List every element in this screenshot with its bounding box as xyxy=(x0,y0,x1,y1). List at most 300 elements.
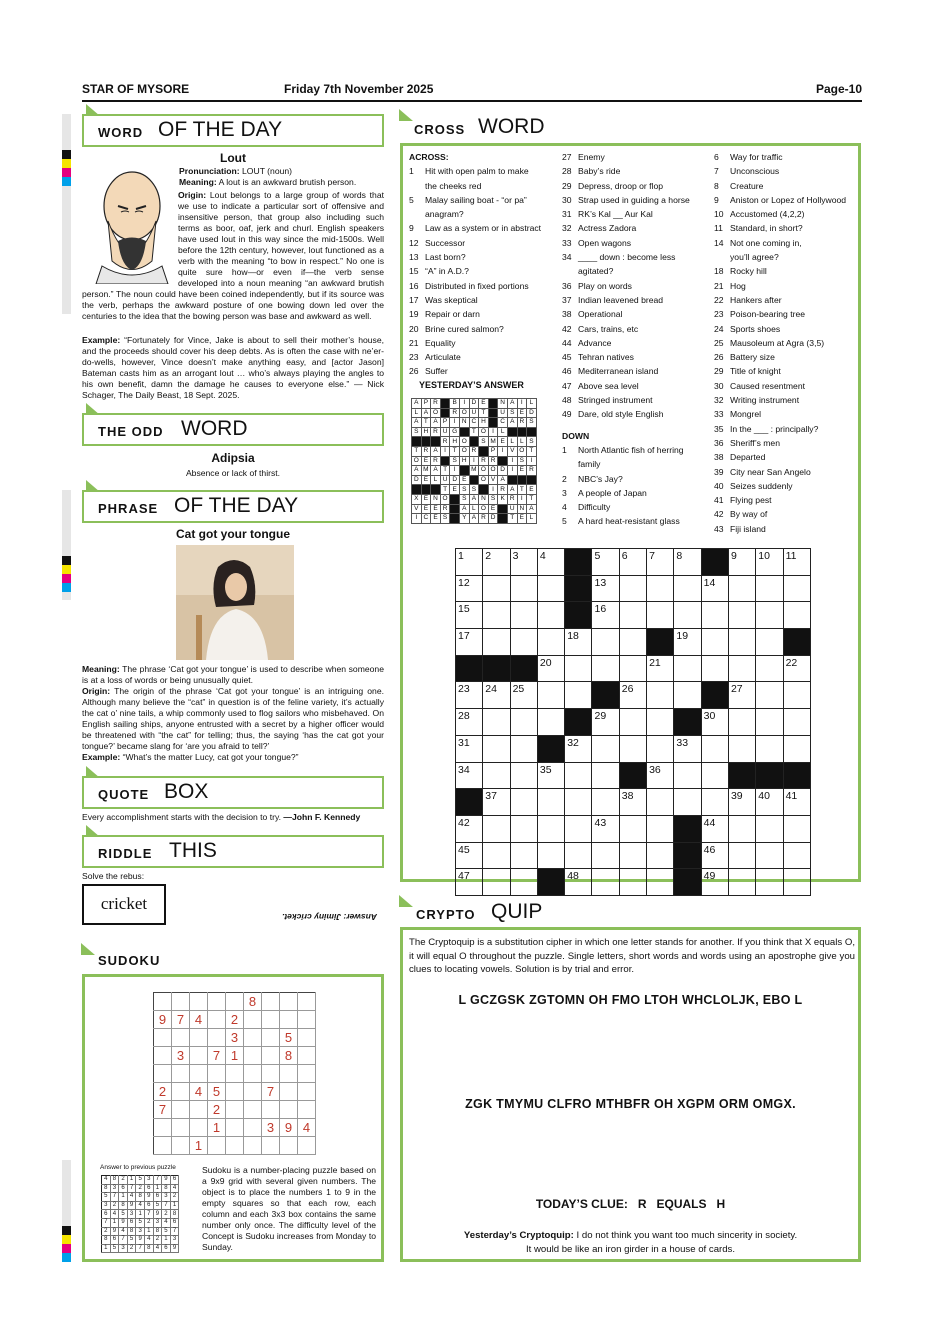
crossword-cell[interactable]: 26 xyxy=(619,682,646,709)
crossword-cell[interactable]: 8 xyxy=(674,549,701,576)
crossword-cell[interactable]: 13 xyxy=(592,575,619,602)
sudoku-cell[interactable] xyxy=(244,1101,262,1119)
clue-item: 45 Tehran natives xyxy=(562,352,634,363)
answer-letter: H xyxy=(479,418,489,428)
crossword-cell[interactable]: 25 xyxy=(510,682,537,709)
answer-letter: R xyxy=(431,456,441,466)
crossword-cell[interactable]: 14 xyxy=(701,575,728,602)
clue-item: 37 Indian leavened bread xyxy=(562,294,664,305)
crossword-cell[interactable] xyxy=(537,789,564,816)
crossword-cell[interactable]: 35 xyxy=(537,762,564,789)
crossword-cell[interactable] xyxy=(592,762,619,789)
answer-cell: 4 xyxy=(170,1184,179,1193)
crossword-cell[interactable] xyxy=(619,842,646,869)
crossword-cell[interactable] xyxy=(647,869,674,896)
sudoku-cell[interactable] xyxy=(298,1047,316,1065)
sudoku-cell[interactable]: 7 xyxy=(172,1011,190,1029)
sudoku-cell[interactable] xyxy=(154,1047,172,1065)
crossword-cell[interactable] xyxy=(537,629,564,656)
sudoku-cell[interactable]: 4 xyxy=(190,1011,208,1029)
sudoku-cell[interactable]: 7 xyxy=(208,1047,226,1065)
crossword-cell[interactable] xyxy=(783,575,810,602)
crossword-cell[interactable] xyxy=(647,575,674,602)
black-cell xyxy=(565,549,592,576)
crossword-cell[interactable]: 23 xyxy=(456,682,483,709)
crossword-cell[interactable]: 16 xyxy=(592,602,619,629)
answer-letter: R xyxy=(498,485,508,495)
clue-item: 12 Successor xyxy=(409,237,466,248)
answer-letter: D xyxy=(412,475,422,485)
crossword-cell[interactable] xyxy=(510,762,537,789)
answer-letter: L xyxy=(517,437,527,447)
crossword-cell[interactable] xyxy=(510,869,537,896)
clue-item: 20 Brine cured salmon? xyxy=(409,323,504,334)
crossword-cell[interactable] xyxy=(619,629,646,656)
crossword-cell[interactable] xyxy=(510,789,537,816)
crossword-cell[interactable] xyxy=(647,815,674,842)
crossword-cell[interactable]: 2 xyxy=(483,549,510,576)
sudoku-cell[interactable] xyxy=(244,1065,262,1083)
clue-item: 22 Hankers after xyxy=(714,294,782,305)
sudoku-cell[interactable] xyxy=(172,1029,190,1047)
crossword-cell[interactable] xyxy=(565,842,592,869)
sudoku-cell[interactable] xyxy=(190,1101,208,1119)
crossword-cell[interactable] xyxy=(756,682,783,709)
crossword-cell[interactable] xyxy=(674,602,701,629)
crossword-cell[interactable]: 33 xyxy=(674,735,701,762)
crossword-cell[interactable]: 22 xyxy=(783,655,810,682)
sudoku-cell[interactable] xyxy=(172,1101,190,1119)
crossword-cell[interactable] xyxy=(483,709,510,736)
crossword-cell[interactable] xyxy=(756,602,783,629)
crossword-cell[interactable]: 24 xyxy=(483,682,510,709)
crossword-cell[interactable] xyxy=(701,735,728,762)
crossword-cell[interactable]: 18 xyxy=(565,629,592,656)
crossword-cell[interactable]: 46 xyxy=(701,842,728,869)
crossword-cell[interactable] xyxy=(483,869,510,896)
sudoku-cell[interactable] xyxy=(154,1119,172,1137)
answer-cell: 9 xyxy=(127,1201,136,1210)
sudoku-cell[interactable]: 5 xyxy=(280,1029,298,1047)
crossword-cell[interactable] xyxy=(483,762,510,789)
answer-letter: S xyxy=(488,494,498,504)
crossword-cell[interactable] xyxy=(756,735,783,762)
crossword-cell[interactable] xyxy=(537,575,564,602)
sudoku-cell[interactable] xyxy=(244,1011,262,1029)
crossword-cell[interactable] xyxy=(483,602,510,629)
answer-letter: M xyxy=(469,466,479,476)
crossword-cell[interactable]: 43 xyxy=(592,815,619,842)
sudoku-cell[interactable] xyxy=(244,1137,262,1155)
sudoku-cell[interactable]: 5 xyxy=(208,1083,226,1101)
answer-cell: 8 xyxy=(136,1193,145,1202)
answer-letter xyxy=(507,427,517,437)
crossword-cell[interactable] xyxy=(592,735,619,762)
crossword-cell[interactable]: 29 xyxy=(592,709,619,736)
sudoku-cell[interactable] xyxy=(226,1119,244,1137)
crossword-cell[interactable] xyxy=(647,709,674,736)
sudoku-cell[interactable] xyxy=(262,1029,280,1047)
sudoku-cell[interactable]: 2 xyxy=(154,1083,172,1101)
crossword-cell[interactable] xyxy=(701,602,728,629)
crossword-cell[interactable] xyxy=(674,575,701,602)
sudoku-cell[interactable] xyxy=(244,1029,262,1047)
crossword-cell[interactable] xyxy=(510,709,537,736)
sudoku-cell[interactable] xyxy=(280,1101,298,1119)
answer-letter xyxy=(527,475,537,485)
answer-letter: L xyxy=(527,514,537,524)
clue-item: 6 Way for traffic xyxy=(714,152,783,162)
sudoku-cell[interactable]: 9 xyxy=(154,1011,172,1029)
crossword-cell[interactable]: 1 xyxy=(456,549,483,576)
crossword-cell[interactable] xyxy=(619,815,646,842)
sudoku-cell[interactable] xyxy=(262,1137,280,1155)
sudoku-cell[interactable] xyxy=(298,1065,316,1083)
sudoku-cell[interactable]: 8 xyxy=(244,993,262,1011)
crossword-cell[interactable] xyxy=(510,735,537,762)
crossword-cell[interactable]: 11 xyxy=(783,549,810,576)
answer-cell: 8 xyxy=(162,1184,171,1193)
clue-item: 30 Strap used in guiding a horse xyxy=(562,194,690,205)
sudoku-cell[interactable] xyxy=(226,1101,244,1119)
sudoku-cell[interactable] xyxy=(172,993,190,1011)
crossword-cell[interactable] xyxy=(756,629,783,656)
crossword-cell[interactable] xyxy=(756,709,783,736)
crossword-cell[interactable]: 32 xyxy=(565,735,592,762)
crossword-cell[interactable] xyxy=(674,762,701,789)
sudoku-cell[interactable] xyxy=(262,993,280,1011)
crossword-cell[interactable] xyxy=(728,842,755,869)
crossword-cell[interactable]: 4 xyxy=(537,549,564,576)
black-cell xyxy=(456,789,483,816)
crossword-cell[interactable] xyxy=(592,842,619,869)
sudoku-cell[interactable] xyxy=(208,1011,226,1029)
answer-letter: H xyxy=(421,427,431,437)
sudoku-cell[interactable]: 2 xyxy=(208,1101,226,1119)
answer-letter xyxy=(421,437,431,447)
sudoku-cell[interactable]: 1 xyxy=(208,1119,226,1137)
sudoku-cell[interactable] xyxy=(226,1137,244,1155)
sudoku-cell[interactable]: 1 xyxy=(190,1137,208,1155)
sudoku-cell[interactable] xyxy=(190,1029,208,1047)
sudoku-cell[interactable] xyxy=(298,1137,316,1155)
crossword-cell[interactable] xyxy=(537,815,564,842)
crossword-cell[interactable] xyxy=(565,815,592,842)
answer-letter: T xyxy=(440,485,450,495)
sudoku-cell[interactable] xyxy=(262,1101,280,1119)
crossword-cell[interactable] xyxy=(565,789,592,816)
crossword-cell[interactable]: 44 xyxy=(701,815,728,842)
answer-letter: C xyxy=(469,418,479,428)
crossword-cell[interactable] xyxy=(483,735,510,762)
crossword-cell[interactable]: 3 xyxy=(510,549,537,576)
sudoku-cell[interactable] xyxy=(244,1083,262,1101)
crossword-cell[interactable] xyxy=(537,602,564,629)
crossword-cell[interactable] xyxy=(592,869,619,896)
sudoku-cell[interactable]: 4 xyxy=(298,1119,316,1137)
crossword-cell[interactable] xyxy=(483,629,510,656)
crossword-cell[interactable] xyxy=(783,815,810,842)
answer-letter: A xyxy=(412,399,422,409)
answer-letter xyxy=(440,456,450,466)
crossword-cell[interactable]: 17 xyxy=(456,629,483,656)
crossword-cell[interactable] xyxy=(701,655,728,682)
crossword-cell[interactable] xyxy=(510,842,537,869)
black-cell xyxy=(456,655,483,682)
sudoku-cell[interactable] xyxy=(262,1011,280,1029)
crossword-cell[interactable]: 42 xyxy=(456,815,483,842)
answer-cell: 2 xyxy=(102,1227,111,1236)
answer-letter: S xyxy=(507,408,517,418)
answer-letter: L xyxy=(527,399,537,409)
crossword-cell[interactable] xyxy=(510,815,537,842)
sudoku-cell[interactable] xyxy=(208,1029,226,1047)
answer-letter: E xyxy=(421,504,431,514)
sudoku-cell[interactable] xyxy=(172,1065,190,1083)
crossword-cell[interactable] xyxy=(619,575,646,602)
answer-letter: I xyxy=(440,446,450,456)
crossword-cell[interactable] xyxy=(756,815,783,842)
crossword-cell[interactable]: 27 xyxy=(728,682,755,709)
answer-cell: 5 xyxy=(119,1210,128,1219)
riddle-rebus: cricket xyxy=(82,884,166,925)
crossword-cell[interactable]: 39 xyxy=(728,789,755,816)
sudoku-cell[interactable]: 7 xyxy=(262,1083,280,1101)
crossword-cell[interactable] xyxy=(728,602,755,629)
answer-letter: I xyxy=(450,418,460,428)
crossword-cell[interactable] xyxy=(483,815,510,842)
crossword-cell[interactable]: 49 xyxy=(701,869,728,896)
sudoku-cell[interactable] xyxy=(190,1047,208,1065)
sudoku-cell[interactable] xyxy=(172,1083,190,1101)
crossword-cell[interactable] xyxy=(619,869,646,896)
sudoku-cell[interactable] xyxy=(298,1029,316,1047)
sudoku-cell[interactable] xyxy=(190,1119,208,1137)
answer-cell: 3 xyxy=(119,1244,128,1253)
answer-letter xyxy=(498,456,508,466)
sudoku-cell[interactable] xyxy=(244,1119,262,1137)
sudoku-cell[interactable] xyxy=(154,1029,172,1047)
crossword-cell[interactable] xyxy=(647,682,674,709)
crossword-cell[interactable]: 21 xyxy=(647,655,674,682)
sudoku-cell[interactable] xyxy=(208,1065,226,1083)
crossword-cell[interactable] xyxy=(728,629,755,656)
crossword-cell[interactable] xyxy=(756,655,783,682)
answer-letter: L xyxy=(507,437,517,447)
quote-heading: QUOTE BOX xyxy=(82,776,384,809)
sudoku-cell[interactable]: 2 xyxy=(226,1011,244,1029)
sudoku-cell[interactable] xyxy=(172,1137,190,1155)
crossword-cell[interactable] xyxy=(701,789,728,816)
crossword-cell[interactable] xyxy=(510,629,537,656)
clue-item: anagram? xyxy=(425,209,464,220)
crossword-cell[interactable] xyxy=(647,842,674,869)
crossword-cell[interactable] xyxy=(756,869,783,896)
crossword-cell[interactable] xyxy=(483,842,510,869)
crossword-cell[interactable]: 47 xyxy=(456,869,483,896)
answer-cell: 8 xyxy=(102,1236,111,1245)
sudoku-cell[interactable]: 3 xyxy=(262,1119,280,1137)
black-cell xyxy=(565,575,592,602)
crossword-cell[interactable] xyxy=(592,789,619,816)
answer-cell: 6 xyxy=(144,1201,153,1210)
crossword-cell[interactable] xyxy=(728,735,755,762)
sudoku-cell[interactable] xyxy=(226,993,244,1011)
crossword-cell[interactable] xyxy=(783,735,810,762)
answer-letter: U xyxy=(469,408,479,418)
crossword-cell[interactable] xyxy=(728,869,755,896)
sudoku-cell[interactable] xyxy=(190,993,208,1011)
sudoku-cell[interactable]: 7 xyxy=(154,1101,172,1119)
sudoku-cell[interactable]: 9 xyxy=(280,1119,298,1137)
crossword-cell[interactable]: 19 xyxy=(674,629,701,656)
crossword-cell[interactable] xyxy=(783,602,810,629)
sudoku-cell[interactable] xyxy=(190,1065,208,1083)
crossword-cell[interactable] xyxy=(619,655,646,682)
across-clues-2: 27 Enemy 28 Baby’s ride 29 Depress, droop or flop 30 Strap used in guiding a horse 31 RK’s Kal __ Aur Kal 32 Actress Zadora 33 Open wagons 34 ____ down : become less agitated? 36 Play on words 37 Indian leavened bread 38 Operational 42 Cars, trains, etc 44 Advance 45 Tehran natives 46 Mediterranean island 47 Above sea level 48 Stringed instrument 49 Dare, old style English DOWN 1 North Atlantic fish of herring family 2 NBC’s Jay? 3 A people of Japan 4 Difficulty 5 A hard heat-resistant glass xyxy=(562,150,712,529)
crossword-cell[interactable] xyxy=(701,629,728,656)
sudoku-cell[interactable] xyxy=(298,1011,316,1029)
crossword-cell[interactable] xyxy=(537,842,564,869)
sudoku-cell[interactable] xyxy=(208,1137,226,1155)
crossword-grid[interactable] xyxy=(455,548,811,896)
crossword-cell[interactable]: 36 xyxy=(647,762,674,789)
crossword-cell[interactable]: 15 xyxy=(456,602,483,629)
crossword-cell[interactable] xyxy=(619,602,646,629)
clue-item: 33 Open wagons xyxy=(562,237,632,248)
crossword-cell[interactable]: 6 xyxy=(619,549,646,576)
crossword-cell[interactable] xyxy=(483,575,510,602)
crossword-cell[interactable] xyxy=(783,842,810,869)
sudoku-cell[interactable] xyxy=(280,1137,298,1155)
crossword-cell[interactable] xyxy=(537,682,564,709)
answer-letter: A xyxy=(469,514,479,524)
sudoku-cell[interactable] xyxy=(154,1137,172,1155)
crossword-cell[interactable] xyxy=(701,762,728,789)
crossword-cell[interactable] xyxy=(565,655,592,682)
answer-letter: I xyxy=(507,456,517,466)
crossword-cell[interactable] xyxy=(619,735,646,762)
cryptoquip-line-2: ZGK TMYMU CLFRO MTHBFR OH XGPM ORM OMGX. xyxy=(465,1097,796,1111)
sudoku-cell[interactable] xyxy=(172,1119,190,1137)
sudoku-cell[interactable] xyxy=(244,1047,262,1065)
crossword-cell[interactable] xyxy=(728,815,755,842)
crossword-cell[interactable]: 34 xyxy=(456,762,483,789)
answer-letter: A xyxy=(412,466,422,476)
sudoku-cell[interactable] xyxy=(298,1083,316,1101)
crossword-cell[interactable]: 41 xyxy=(783,789,810,816)
crossword-cell[interactable] xyxy=(619,709,646,736)
crossword-cell[interactable]: 48 xyxy=(565,869,592,896)
sudoku-cell[interactable]: 3 xyxy=(226,1029,244,1047)
black-cell xyxy=(537,869,564,896)
sudoku-cell[interactable] xyxy=(208,993,226,1011)
sudoku-cell[interactable]: 8 xyxy=(280,1047,298,1065)
crossword-cell[interactable]: 31 xyxy=(456,735,483,762)
crossword-cell[interactable]: 28 xyxy=(456,709,483,736)
sudoku-cell[interactable] xyxy=(226,1083,244,1101)
answer-letter: A xyxy=(507,485,517,495)
crossword-cell[interactable]: 10 xyxy=(756,549,783,576)
sudoku-cell[interactable] xyxy=(262,1047,280,1065)
crossword-cell[interactable] xyxy=(674,682,701,709)
crossword-cell[interactable] xyxy=(728,575,755,602)
crossword-cell[interactable]: 7 xyxy=(647,549,674,576)
black-cell xyxy=(783,629,810,656)
crossword-cell[interactable] xyxy=(592,655,619,682)
crossword-cell[interactable] xyxy=(510,602,537,629)
sudoku-cell[interactable] xyxy=(280,1011,298,1029)
sudoku-grid[interactable] xyxy=(153,992,316,1155)
sudoku-cell[interactable] xyxy=(280,1083,298,1101)
page-header xyxy=(82,80,862,102)
answer-cell: 3 xyxy=(170,1236,179,1245)
previous-answer-label: Answer to previous puzzle xyxy=(100,1164,176,1171)
crossword-cell[interactable] xyxy=(647,735,674,762)
answer-letter: R xyxy=(488,456,498,466)
crossword-cell[interactable] xyxy=(565,682,592,709)
crossword-cell[interactable]: 30 xyxy=(701,709,728,736)
crossword-cell[interactable] xyxy=(537,709,564,736)
sudoku-cell[interactable]: 4 xyxy=(190,1083,208,1101)
sudoku-cell[interactable] xyxy=(298,1101,316,1119)
cryptoquip-clue: TODAY’S CLUE: R EQUALS H xyxy=(535,1197,726,1211)
sudoku-cell[interactable]: 1 xyxy=(226,1047,244,1065)
sudoku-cell[interactable] xyxy=(154,993,172,1011)
answer-letter xyxy=(479,485,489,495)
crossword-cell[interactable]: 5 xyxy=(592,549,619,576)
crossword-cell[interactable] xyxy=(783,869,810,896)
crossword-cell[interactable]: 20 xyxy=(537,655,564,682)
crossword-cell[interactable]: 45 xyxy=(456,842,483,869)
crossword-cell[interactable] xyxy=(728,709,755,736)
sudoku-cell[interactable] xyxy=(262,1065,280,1083)
answer-letter xyxy=(488,408,498,418)
sudoku-cell[interactable]: 3 xyxy=(172,1047,190,1065)
crossword-cell[interactable] xyxy=(647,789,674,816)
crossword-cell[interactable] xyxy=(674,789,701,816)
crossword-cell[interactable] xyxy=(756,575,783,602)
answer-letter: E xyxy=(431,514,441,524)
sudoku-cell[interactable] xyxy=(226,1065,244,1083)
answer-letter: A xyxy=(469,494,479,504)
crossword-cell[interactable] xyxy=(783,709,810,736)
sudoku-cell[interactable] xyxy=(280,1065,298,1083)
answer-cell: 4 xyxy=(144,1236,153,1245)
answer-letter: R xyxy=(507,494,517,504)
crossword-cell[interactable] xyxy=(674,655,701,682)
crossword-cell[interactable] xyxy=(783,682,810,709)
answer-letter: O xyxy=(479,466,489,476)
crossword-cell[interactable]: 40 xyxy=(756,789,783,816)
sudoku-cell[interactable] xyxy=(280,993,298,1011)
crossword-cell[interactable] xyxy=(510,575,537,602)
sudoku-cell[interactable] xyxy=(298,993,316,1011)
crossword-cell[interactable]: 37 xyxy=(483,789,510,816)
crossword-cell[interactable] xyxy=(756,842,783,869)
crossword-cell[interactable]: 12 xyxy=(456,575,483,602)
crossword-cell[interactable] xyxy=(728,655,755,682)
crossword-cell[interactable]: 9 xyxy=(728,549,755,576)
crossword-cell[interactable] xyxy=(647,602,674,629)
answer-letter xyxy=(517,427,527,437)
sudoku-cell[interactable] xyxy=(154,1065,172,1083)
answer-cell: 2 xyxy=(170,1193,179,1202)
crossword-cell[interactable] xyxy=(592,629,619,656)
crossword-cell[interactable] xyxy=(565,762,592,789)
answer-letter: O xyxy=(459,408,469,418)
crossword-cell[interactable]: 38 xyxy=(619,789,646,816)
